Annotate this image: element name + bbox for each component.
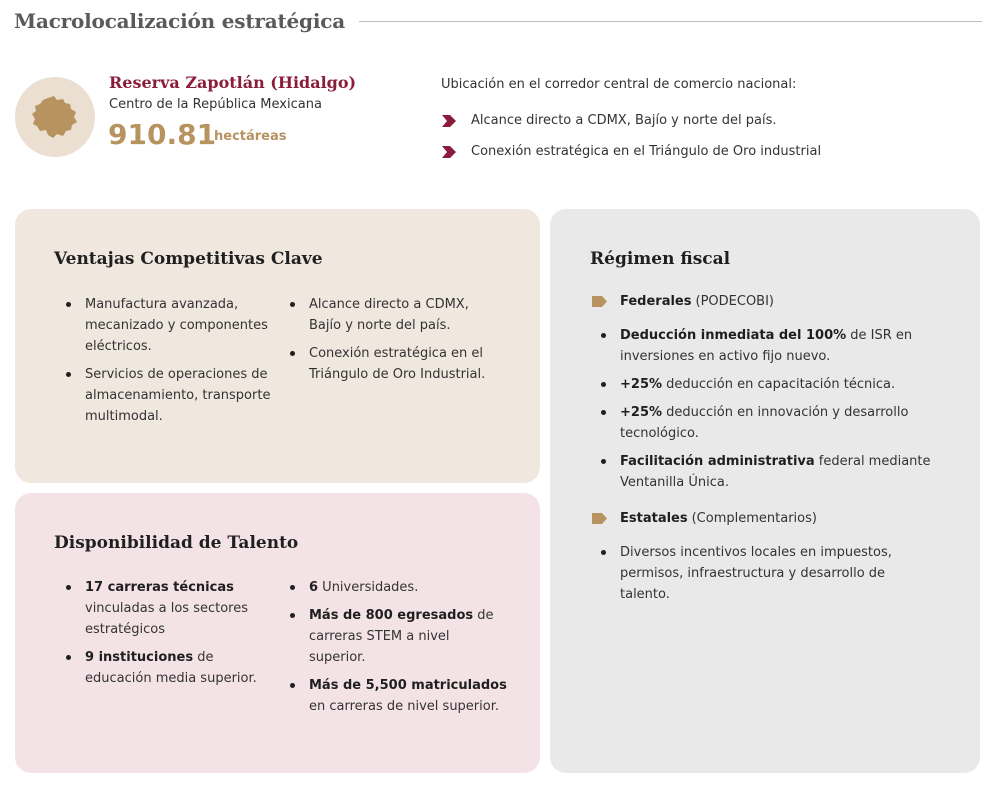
section-header	[14, 6, 982, 36]
location-intro: Ubicación en el corredor central de comercio nacional:	[441, 77, 797, 92]
list-item: +25% deducción en capacitación técnica.	[596, 374, 936, 395]
hidalgo-map-icon	[30, 95, 80, 139]
chevron-right-icon	[441, 145, 457, 159]
talento-list-left	[61, 577, 281, 696]
map-badge	[15, 77, 95, 157]
estatal-note: (Complementarios)	[691, 511, 817, 526]
regimen-title: Régimen fiscal	[590, 249, 731, 269]
list-item: Más de 5,500 matriculados en carreras de nivel superior.	[285, 675, 507, 717]
list-item: +25% deducción en innovación y desarrollo tecnológico.	[596, 402, 936, 444]
federal-heading	[592, 294, 774, 309]
talento-title: Disponibilidad de Talento	[54, 533, 299, 553]
talento-list-right	[285, 577, 507, 724]
location-item-text: Alcance directo a CDMX, Bajío y norte del país.	[471, 113, 777, 128]
list-item: Más de 800 egresados de carreras STEM a nivel superior.	[285, 605, 507, 668]
list-item: Manufactura avanzada, mecanizado y componentes eléctricos.	[61, 294, 281, 357]
tag-icon	[592, 513, 607, 524]
regimen-card	[550, 209, 980, 773]
area-value: 910.81	[108, 118, 217, 151]
page-title: Macrolocalización estratégica	[14, 9, 345, 33]
list-item: 9 instituciones de educación media superior.	[61, 647, 281, 689]
reserve-name: Reserva Zapotlán (Hidalgo)	[109, 73, 357, 92]
tag-icon	[592, 296, 607, 307]
list-item: 17 carreras técnicas vinculadas a los sectores estratégicos	[61, 577, 281, 640]
ventajas-list-left	[61, 294, 281, 434]
list-item: Servicios de operaciones de almacenamiento, transporte multimodal.	[61, 364, 281, 427]
header-divider	[359, 21, 982, 22]
ventajas-card	[15, 209, 540, 483]
list-item: Conexión estratégica en el Triángulo de Oro Industrial.	[285, 343, 505, 385]
federal-list	[596, 325, 936, 500]
list-item: Diversos incentivos locales en impuestos, permisos, infraestructura y desarrollo de talento.	[596, 542, 926, 605]
list-item: Facilitación administrativa federal mediante Ventanilla Única.	[596, 451, 936, 493]
area-unit: hectáreas	[214, 129, 287, 144]
reserve-subtitle: Centro de la República Mexicana	[109, 97, 322, 112]
list-item: 6 Universidades.	[285, 577, 507, 598]
talento-card	[15, 493, 540, 773]
list-item: Alcance directo a CDMX, Bajío y norte del país.	[285, 294, 505, 336]
ventajas-title: Ventajas Competitivas Clave	[54, 249, 323, 269]
location-item-text: Conexión estratégica en el Triángulo de Oro industrial	[471, 144, 822, 159]
federal-note: (PODECOBI)	[695, 294, 775, 309]
location-item	[441, 144, 821, 159]
estatal-list	[596, 542, 926, 612]
chevron-right-icon	[441, 114, 457, 128]
list-item: Deducción inmediata del 100% de ISR en inversiones en activo fijo nuevo.	[596, 325, 936, 367]
ventajas-list-right	[285, 294, 505, 392]
estatal-label: Estatales	[620, 511, 688, 526]
estatal-heading	[592, 511, 817, 526]
federal-label: Federales	[620, 294, 692, 309]
location-item	[441, 113, 776, 128]
